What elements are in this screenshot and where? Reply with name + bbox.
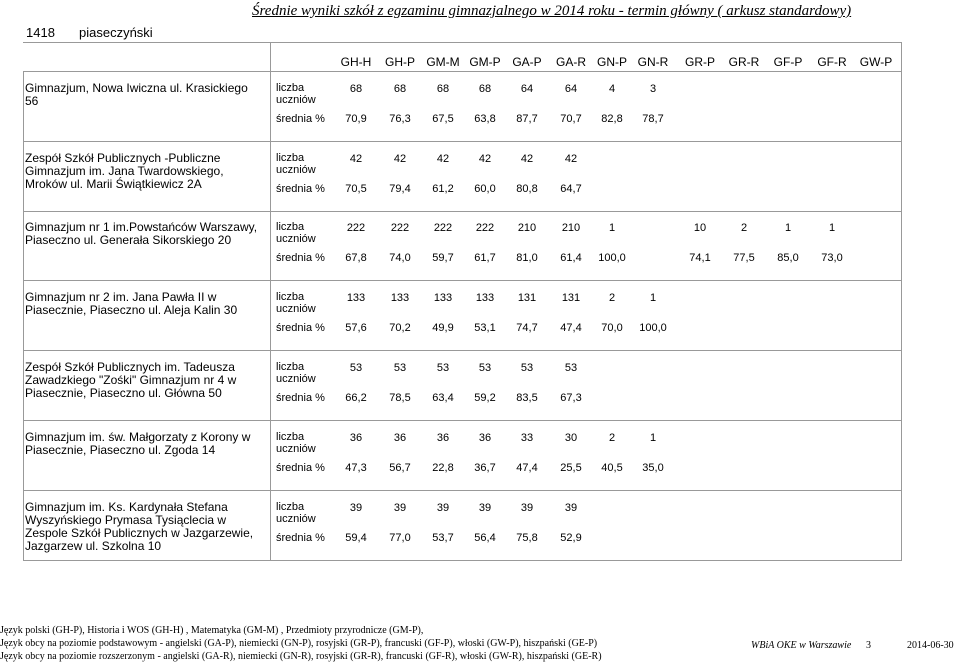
average-value: 81,0 (516, 252, 538, 264)
average-value: 70,0 (601, 322, 623, 334)
average-label: średnia % (276, 392, 325, 404)
average-value: 22,8 (432, 462, 454, 474)
count-label-line2: uczniów (276, 373, 316, 385)
average-value: 52,9 (560, 532, 582, 544)
count-value: 39 (478, 502, 492, 514)
school-name: Gimnazjum im. Ks. Kardynała Stefana Wyszyńskiego Prymasa Tysiąclecia w Zespole Szkół Publicznych w Jazgarzewie, Jazgarzew ul. Szkolna 10 (25, 500, 254, 553)
column-header: GN-P (597, 55, 627, 69)
table-right-line (901, 42, 902, 561)
count-value: 1 (784, 222, 792, 234)
average-value: 59,2 (474, 392, 496, 404)
count-value: 53 (478, 362, 492, 374)
average-value: 73,0 (821, 252, 843, 264)
count-value: 222 (475, 222, 495, 234)
count-value: 64 (564, 83, 578, 95)
label-divider-line (270, 42, 271, 561)
average-value: 60,0 (474, 183, 496, 195)
average-value: 100,0 (639, 322, 667, 334)
count-value: 42 (393, 153, 407, 165)
footer-line-1: Język polski (GH-P), Historia i WOS (GH-H) , Matematyka (GM-M) , Przedmioty przyrodnicze (GM-P), (0, 625, 424, 636)
count-value: 68 (393, 83, 407, 95)
count-value: 42 (478, 153, 492, 165)
count-value: 33 (520, 432, 534, 444)
count-value: 222 (346, 222, 366, 234)
count-value: 64 (520, 83, 534, 95)
count-value: 210 (517, 222, 537, 234)
count-label-line1: liczba (276, 291, 305, 303)
count-label-line1: liczba (276, 361, 305, 373)
row-bottom-line (23, 280, 901, 281)
average-value: 78,5 (389, 392, 411, 404)
average-value: 70,2 (389, 322, 411, 334)
count-label-line1: liczba (276, 221, 305, 233)
count-value: 131 (561, 292, 581, 304)
average-value: 67,8 (345, 252, 367, 264)
column-header: GF-R (817, 55, 847, 69)
average-value: 63,8 (474, 113, 496, 125)
count-value: 36 (349, 432, 363, 444)
row-bottom-line (23, 350, 901, 351)
footer-page: 3 (866, 640, 871, 651)
count-value: 30 (564, 432, 578, 444)
school-name: Gimnazjum nr 2 im. Jana Pawła II w Piasecznie, Piaseczno ul. Aleja Kalin 30 (25, 290, 238, 317)
count-value: 133 (433, 292, 453, 304)
average-value: 36,7 (474, 462, 496, 474)
count-label-line2: uczniów (276, 303, 316, 315)
count-value: 222 (433, 222, 453, 234)
average-value: 47,4 (560, 322, 582, 334)
average-value: 100,0 (598, 252, 626, 264)
average-label: średnia % (276, 183, 325, 195)
count-value: 68 (478, 83, 492, 95)
count-value: 3 (649, 83, 657, 95)
count-value: 1 (649, 432, 657, 444)
average-value: 64,7 (560, 183, 582, 195)
column-header: GN-R (637, 55, 669, 69)
average-value: 61,7 (474, 252, 496, 264)
header-bottom-line (23, 71, 901, 72)
count-label-line2: uczniów (276, 94, 316, 106)
school-name: Gimnazjum, Nowa Iwiczna ul. Krasickiego 56 (25, 81, 248, 108)
count-value: 36 (436, 432, 450, 444)
average-value: 56,7 (389, 462, 411, 474)
count-value: 39 (436, 502, 450, 514)
header-top-line (23, 42, 901, 43)
column-header: GF-P (773, 55, 803, 69)
count-value: 53 (349, 362, 363, 374)
count-value: 10 (693, 222, 707, 234)
count-value: 39 (564, 502, 578, 514)
school-name: Zespół Szkół Publicznych im. Tadeusza Zawadzkiego "Zośki" Gimnazjum nr 4 w Piasecznie, Piaseczno ul. Główna 50 (25, 360, 237, 400)
average-label: średnia % (276, 252, 325, 264)
average-value: 76,3 (389, 113, 411, 125)
column-header: GA-P (512, 55, 542, 69)
average-value: 67,3 (560, 392, 582, 404)
school-name: Gimnazjum im. św. Małgorzaty z Korony w Piasecznie, Piaseczno ul. Zgoda 14 (25, 430, 251, 457)
average-value: 83,5 (516, 392, 538, 404)
count-value: 39 (393, 502, 407, 514)
count-value: 42 (349, 153, 363, 165)
average-value: 63,4 (432, 392, 454, 404)
average-value: 56,4 (474, 532, 496, 544)
average-value: 75,8 (516, 532, 538, 544)
column-header: GA-R (556, 55, 586, 69)
count-value: 133 (390, 292, 410, 304)
average-value: 57,6 (345, 322, 367, 334)
average-value: 74,0 (389, 252, 411, 264)
average-value: 61,2 (432, 183, 454, 195)
column-header: GH-P (385, 55, 415, 69)
average-value: 82,8 (601, 113, 623, 125)
column-header: GM-M (426, 55, 460, 69)
average-value: 25,5 (560, 462, 582, 474)
count-label-line2: uczniów (276, 513, 316, 525)
column-header: GR-R (728, 55, 760, 69)
count-label-line1: liczba (276, 152, 305, 164)
count-value: 36 (478, 432, 492, 444)
average-label: średnia % (276, 462, 325, 474)
column-header: GR-P (685, 55, 715, 69)
average-value: 70,7 (560, 113, 582, 125)
average-value: 47,4 (516, 462, 538, 474)
row-bottom-line (23, 141, 901, 142)
average-value: 77,5 (733, 252, 755, 264)
school-name: Gimnazjum nr 1 im.Powstańców Warszawy, Piaseczno ul. Generała Sikorskiego 20 (25, 220, 258, 247)
count-label-line1: liczba (276, 501, 305, 513)
row-bottom-line (23, 420, 901, 421)
row-bottom-line (23, 560, 901, 561)
count-value: 53 (564, 362, 578, 374)
column-header: GW-P (859, 55, 893, 69)
average-value: 53,1 (474, 322, 496, 334)
footer-date: 2014-06-30 (907, 640, 954, 651)
average-value: 61,4 (560, 252, 582, 264)
count-value: 2 (608, 432, 616, 444)
count-value: 68 (436, 83, 450, 95)
count-label-line2: uczniów (276, 164, 316, 176)
average-label: średnia % (276, 532, 325, 544)
average-value: 70,9 (345, 113, 367, 125)
average-label: średnia % (276, 322, 325, 334)
count-value: 1 (828, 222, 836, 234)
average-value: 59,4 (345, 532, 367, 544)
footer-org: WBiA OKE w Warszawie (751, 640, 852, 651)
average-value: 74,7 (516, 322, 538, 334)
count-value: 42 (436, 153, 450, 165)
row-bottom-line (23, 490, 901, 491)
count-value: 210 (561, 222, 581, 234)
count-value: 2 (608, 292, 616, 304)
average-value: 74,1 (689, 252, 711, 264)
count-value: 53 (393, 362, 407, 374)
count-label-line1: liczba (276, 82, 305, 94)
average-value: 59,7 (432, 252, 454, 264)
count-value: 2 (740, 222, 748, 234)
average-value: 66,2 (345, 392, 367, 404)
count-value: 1 (608, 222, 616, 234)
average-label: średnia % (276, 113, 325, 125)
average-value: 77,0 (389, 532, 411, 544)
count-value: 1 (649, 292, 657, 304)
count-value: 133 (475, 292, 495, 304)
average-value: 70,5 (345, 183, 367, 195)
count-value: 36 (393, 432, 407, 444)
average-value: 35,0 (642, 462, 664, 474)
count-value: 42 (520, 153, 534, 165)
count-value: 4 (608, 83, 616, 95)
average-value: 49,9 (432, 322, 454, 334)
average-value: 85,0 (777, 252, 799, 264)
count-label-line2: uczniów (276, 233, 316, 245)
district-code: 1418 (26, 25, 55, 40)
average-value: 78,7 (642, 113, 664, 125)
district-name: piaseczyński (79, 25, 153, 40)
count-value: 222 (390, 222, 410, 234)
count-value: 53 (436, 362, 450, 374)
count-value: 68 (349, 83, 363, 95)
count-value: 131 (517, 292, 537, 304)
count-label-line1: liczba (276, 431, 305, 443)
average-value: 67,5 (432, 113, 454, 125)
school-name: Zespół Szkół Publicznych -Publiczne Gimnazjum im. Jana Twardowskiego, Mroków ul. Marii Świątkiewicz 2A (25, 151, 224, 191)
count-value: 39 (349, 502, 363, 514)
column-header: GH-H (340, 55, 372, 69)
average-value: 47,3 (345, 462, 367, 474)
table-left-line (23, 71, 24, 561)
average-value: 40,5 (601, 462, 623, 474)
average-value: 79,4 (389, 183, 411, 195)
count-value: 42 (564, 153, 578, 165)
count-value: 133 (346, 292, 366, 304)
page-title: Średnie wyniki szkół z egzaminu gimnazjalnego w 2014 roku - termin główny ( arkusz standardowy) (252, 3, 852, 19)
count-value: 53 (520, 362, 534, 374)
count-label-line2: uczniów (276, 443, 316, 455)
average-value: 53,7 (432, 532, 454, 544)
average-value: 87,7 (516, 113, 538, 125)
column-header: GM-P (469, 55, 501, 69)
footer-line-3: Język obcy na poziomie rozszerzonym - angielski (GA-R), niemiecki (GN-R), rosyjski (GR-R), francuski (GF-R), włoski (GW-R), hiszpański (GE-R) (0, 651, 602, 662)
row-bottom-line (23, 211, 901, 212)
footer-line-2: Język obcy na poziomie podstawowym - angielski (GA-P), niemiecki (GN-P), rosyjski (GR-P), francuski (GF-P), włoski (GW-P), hiszpański (GE-P) (0, 638, 598, 649)
average-value: 80,8 (516, 183, 538, 195)
count-value: 39 (520, 502, 534, 514)
